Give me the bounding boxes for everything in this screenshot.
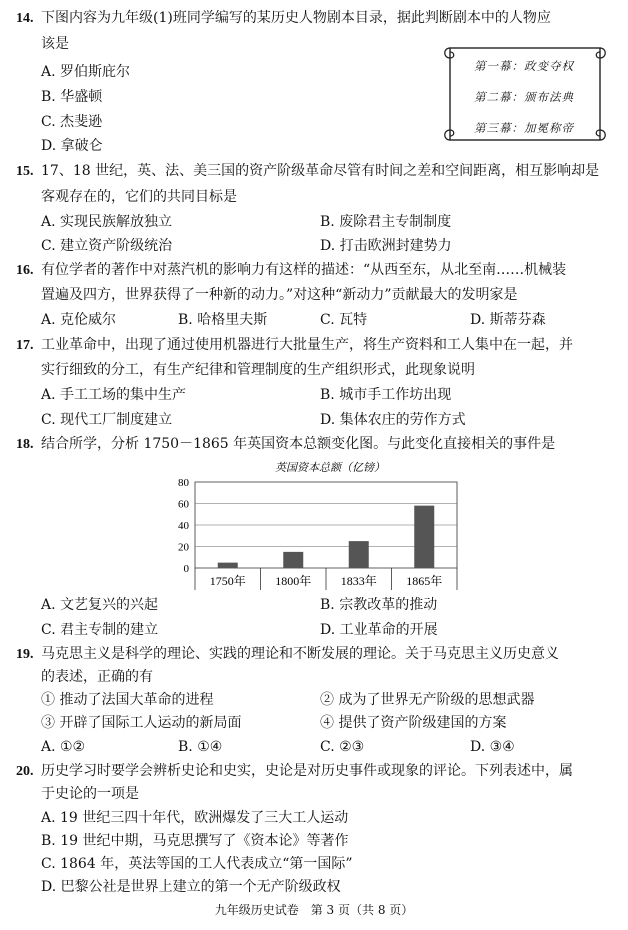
q16-option-c[interactable]: C. 瓦特 <box>320 312 368 328</box>
q16-option-d[interactable]: D. 斯蒂芬森 <box>470 312 546 328</box>
question-14-stem-cont: 该是 <box>41 36 69 52</box>
q15-option-c[interactable]: C. 建立资产阶级统治 <box>41 238 173 254</box>
scroll-act-2: 第二幕：颁布法典 <box>474 90 574 104</box>
q19-item-1: ① 推动了法国大革命的进程 <box>41 692 214 708</box>
x-tick-label: 1800年 <box>275 574 312 588</box>
q20-option-b[interactable]: B. 19 世纪中期，马克思撰写了《资本论》等著作 <box>41 833 349 849</box>
question-16-stem <box>16 258 566 282</box>
x-tick-label: 1865年 <box>406 574 443 588</box>
bar <box>349 541 369 568</box>
q19-option-a[interactable]: A. ①② <box>41 739 86 755</box>
x-tick-label: 1833年 <box>340 574 377 588</box>
question-text: 工业革命中，出现了通过使用机器进行大批量生产，将生产资料和工人集中在一起，并 <box>41 337 573 353</box>
question-14-stem <box>16 6 551 30</box>
q17-option-b[interactable]: B. 城市手工作坊出现 <box>320 387 452 403</box>
question-20-stem-cont: 于史论的一项是 <box>41 786 139 802</box>
q18-option-c[interactable]: C. 君主专制的建立 <box>41 622 159 638</box>
chart-title: 英国资本总额（亿镑） <box>275 461 385 474</box>
question-number: 20. <box>16 764 34 779</box>
question-text: 结合所学，分析 1750－1865 年英国资本总额变化图。与此变化直接相关的事件是 <box>41 436 556 452</box>
question-17-stem <box>16 333 573 357</box>
question-15-stem <box>16 159 599 183</box>
q14-option-d[interactable]: D. 拿破仑 <box>41 138 103 154</box>
scroll-act-1: 第一幕：政变夺权 <box>474 59 574 73</box>
question-19-stem <box>16 642 559 666</box>
y-tick-label: 60 <box>178 498 189 511</box>
x-tick-label: 1750年 <box>209 574 246 588</box>
question-number: 15. <box>16 164 34 179</box>
question-number: 18. <box>16 437 34 452</box>
q16-option-b[interactable]: B. 哈格里夫斯 <box>178 312 268 328</box>
q14-option-c[interactable]: C. 杰斐逊 <box>41 114 103 130</box>
question-text: 下图内容为九年级(1)班同学编写的某历史人物剧本目录，据此判断剧本中的人物应 <box>41 10 551 26</box>
bar <box>218 563 238 568</box>
question-17-stem-cont: 实行细致的分工，有生产纪律和管理制度的生产组织形式，此现象说明 <box>41 362 475 378</box>
q18-option-a[interactable]: A. 文艺复兴的兴起 <box>41 597 159 613</box>
y-tick-label: 0 <box>183 563 189 575</box>
capital-chart <box>165 460 465 592</box>
question-18-stem <box>16 432 555 456</box>
q17-option-c[interactable]: C. 现代工厂制度建立 <box>41 412 173 428</box>
question-text: 马克思主义是科学的理论、实践的理论和不断发展的理论。关于马克思主义历史意义 <box>41 646 559 662</box>
question-number: 16. <box>16 263 34 278</box>
question-20-stem <box>16 759 573 783</box>
bar <box>414 506 434 568</box>
question-19-stem-cont: 的表述，正确的有 <box>41 669 153 685</box>
q17-option-d[interactable]: D. 集体农庄的劳作方式 <box>320 412 466 428</box>
page-footer: 九年级历史试卷 第 3 页（共 8 页） <box>214 903 414 917</box>
question-text: 有位学者的著作中对蒸汽机的影响力有这样的描述：“从西至东，从北至南……机械装 <box>41 262 567 278</box>
q14-option-a[interactable]: A. 罗伯斯庇尔 <box>41 64 131 80</box>
q20-option-d[interactable]: D. 巴黎公社是世界上建立的第一个无产阶级政权 <box>41 879 341 895</box>
q15-option-d[interactable]: D. 打击欧洲封建势力 <box>320 238 452 254</box>
q19-option-c[interactable]: C. ②③ <box>320 739 365 755</box>
question-text: 历史学习时要学会辨析史论和史实，史论是对历史事件或现象的评论。下列表述中，属 <box>41 763 573 779</box>
q19-item-3: ③ 开辟了国际工人运动的新局面 <box>41 715 242 731</box>
q19-item-4: ④ 提供了资产阶级建国的方案 <box>320 715 507 731</box>
question-number: 14. <box>16 11 34 26</box>
q19-option-b[interactable]: B. ①④ <box>178 739 223 755</box>
bar <box>283 552 303 568</box>
question-number: 17. <box>16 338 34 353</box>
q15-option-b[interactable]: B. 废除君主专制制度 <box>320 214 452 230</box>
y-tick-label: 20 <box>178 541 189 554</box>
q19-item-2: ② 成为了世界无产阶级的思想武器 <box>320 692 535 708</box>
scroll-act-3: 第三幕：加冕称帝 <box>474 121 574 135</box>
q20-option-a[interactable]: A. 19 世纪三四十年代，欧洲爆发了三大工人运动 <box>41 810 349 826</box>
q16-option-a[interactable]: A. 克伦威尔 <box>41 312 117 328</box>
q15-option-a[interactable]: A. 实现民族解放独立 <box>41 214 173 230</box>
q14-option-b[interactable]: B. 华盛顿 <box>41 89 103 105</box>
q20-option-c[interactable]: C. 1864 年，英法等国的工人代表成立“第一国际” <box>41 856 353 872</box>
capital-bar-chart <box>165 460 465 592</box>
q18-option-b[interactable]: B. 宗教改革的推动 <box>320 597 438 613</box>
q18-option-d[interactable]: D. 工业革命的开展 <box>320 622 438 638</box>
question-15-stem-cont: 客观存在的，它们的共同目标是 <box>41 189 237 205</box>
question-16-stem-cont: 置遍及四方，世界获得了一种新的动力。”对这种“新动力”贡献最大的发明家是 <box>41 287 518 303</box>
y-tick-label: 80 <box>178 477 189 489</box>
question-text: 17、18 世纪，英、法、美三国的资产阶级革命尽管有时间之差和空间距离，相互影响却是 <box>41 163 600 179</box>
question-number: 19. <box>16 647 34 662</box>
y-tick-label: 40 <box>178 520 189 532</box>
q17-option-a[interactable]: A. 手工工场的集中生产 <box>41 387 187 403</box>
q19-option-d[interactable]: D. ③④ <box>470 739 515 755</box>
